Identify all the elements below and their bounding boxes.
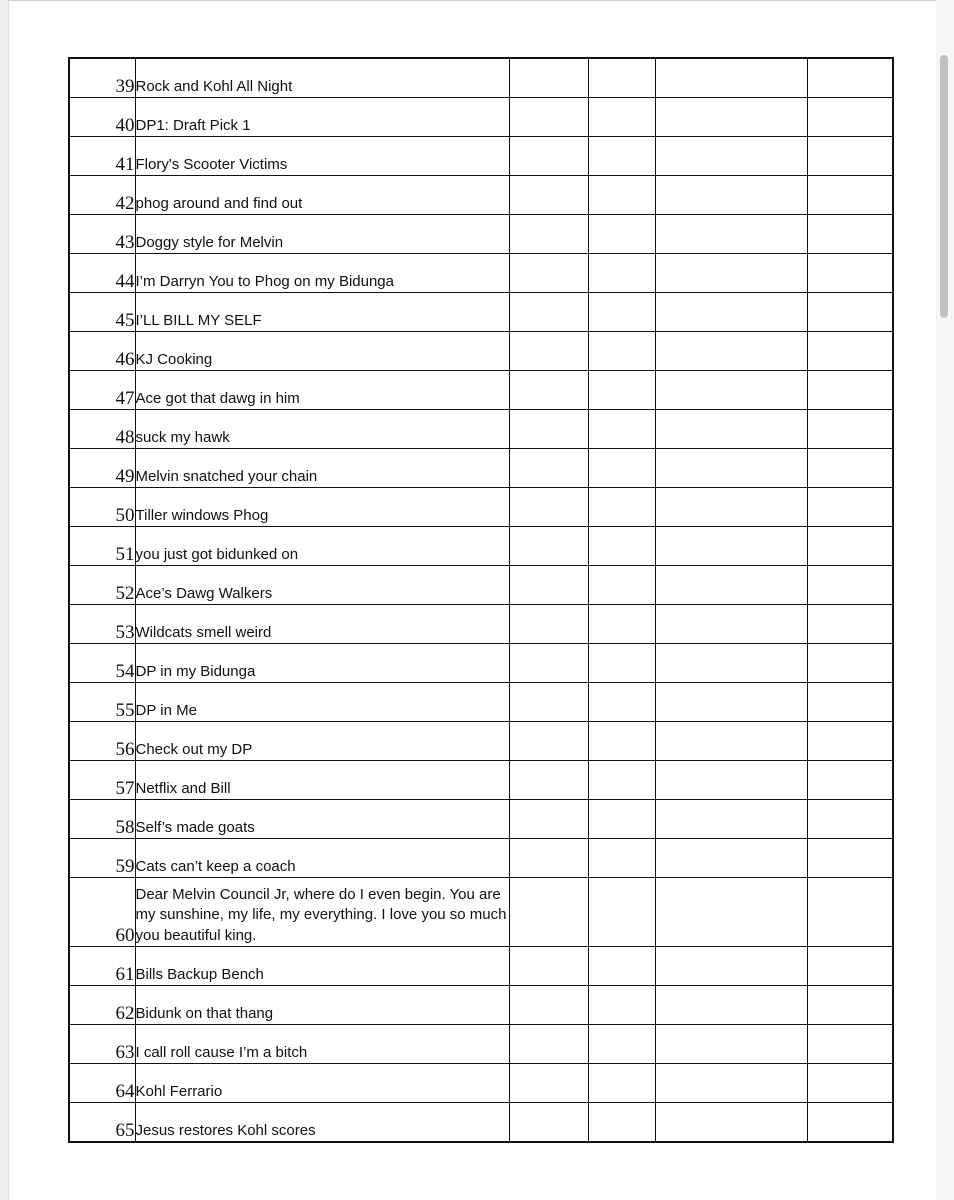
row-number: 46 [69,332,135,371]
blank-cell [588,683,655,722]
blank-cell [655,332,807,371]
blank-cell [509,605,588,644]
table-row [69,1103,893,1143]
blank-cell [509,137,588,176]
row-number: 58 [69,800,135,839]
row-number: 64 [69,1064,135,1103]
row-number: 49 [69,449,135,488]
blank-cell [655,410,807,449]
table-row [69,98,893,137]
blank-cell [655,878,807,947]
blank-cell [807,800,893,839]
blank-cell [588,1103,655,1143]
blank-cell [588,839,655,878]
blank-cell [509,293,588,332]
blank-cell [655,839,807,878]
blank-cell [509,371,588,410]
table-row [69,215,893,254]
entry-name: DP in Me [135,683,509,722]
row-number: 44 [69,254,135,293]
entry-name: I’m Darryn You to Phog on my Bidunga [135,254,509,293]
table-row [69,137,893,176]
row-number: 41 [69,137,135,176]
blank-cell [655,947,807,986]
blank-cell [807,986,893,1025]
blank-cell [807,488,893,527]
blank-cell [509,644,588,683]
blank-cell [655,986,807,1025]
table-row [69,176,893,215]
table-row [69,839,893,878]
blank-cell [509,839,588,878]
blank-cell [509,527,588,566]
entry-name: Tiller windows Phog [135,488,509,527]
blank-cell [509,1064,588,1103]
blank-cell [509,215,588,254]
blank-cell [588,644,655,683]
blank-cell [509,761,588,800]
blank-cell [655,644,807,683]
blank-cell [588,1064,655,1103]
blank-cell [807,878,893,947]
row-number: 42 [69,176,135,215]
blank-cell [509,176,588,215]
blank-cell [588,58,655,98]
row-number: 39 [69,58,135,98]
blank-cell [655,58,807,98]
table-row [69,1064,893,1103]
blank-cell [807,371,893,410]
blank-cell [588,137,655,176]
blank-cell [807,683,893,722]
entry-name: suck my hawk [135,410,509,449]
row-number: 62 [69,986,135,1025]
blank-cell [588,1025,655,1064]
blank-cell [588,371,655,410]
blank-cell [588,761,655,800]
blank-cell [588,605,655,644]
blank-cell [807,566,893,605]
row-number: 55 [69,683,135,722]
blank-cell [588,947,655,986]
blank-cell [509,1025,588,1064]
entry-name: Jesus restores Kohl scores [135,1103,509,1143]
blank-cell [509,800,588,839]
row-number: 59 [69,839,135,878]
table-row [69,293,893,332]
table-row [69,644,893,683]
table-row [69,527,893,566]
blank-cell [588,98,655,137]
blank-cell [807,449,893,488]
table-row [69,986,893,1025]
blank-cell [509,722,588,761]
entry-name: KJ Cooking [135,332,509,371]
table-row [69,449,893,488]
blank-cell [655,176,807,215]
row-number: 57 [69,761,135,800]
blank-cell [509,986,588,1025]
blank-cell [588,215,655,254]
blank-cell [655,449,807,488]
blank-cell [655,254,807,293]
blank-cell [509,683,588,722]
blank-cell [655,761,807,800]
entry-name: Kohl Ferrario [135,1064,509,1103]
entry-name: Ace’s Dawg Walkers [135,566,509,605]
table-row [69,800,893,839]
blank-cell [655,566,807,605]
entry-name: Rock and Kohl All Night [135,58,509,98]
blank-cell [655,293,807,332]
entry-name: DP in my Bidunga [135,644,509,683]
blank-cell [588,410,655,449]
blank-cell [807,58,893,98]
entry-name: Melvin snatched your chain [135,449,509,488]
blank-cell [588,986,655,1025]
blank-cell [807,527,893,566]
blank-cell [588,332,655,371]
entry-name: Dear Melvin Council Jr, where do I even begin. You are my sunshine, my life, my everything. I love you so much you beautiful king. [135,878,509,947]
blank-cell [807,215,893,254]
blank-cell [588,293,655,332]
table-row [69,254,893,293]
row-number: 52 [69,566,135,605]
blank-cell [807,332,893,371]
blank-cell [509,410,588,449]
row-number: 61 [69,947,135,986]
row-number: 65 [69,1103,135,1143]
blank-cell [807,761,893,800]
blank-cell [588,527,655,566]
row-number: 50 [69,488,135,527]
blank-cell [807,605,893,644]
blank-cell [807,1103,893,1143]
entry-name: DP1: Draft Pick 1 [135,98,509,137]
scrollbar-thumb[interactable] [940,55,948,318]
entry-name: Ace got that dawg in him [135,371,509,410]
entry-name: I call roll cause I’m a bitch [135,1025,509,1064]
entries-table [68,57,894,1143]
blank-cell [588,254,655,293]
table-row [69,566,893,605]
blank-cell [807,98,893,137]
blank-cell [807,410,893,449]
blank-cell [588,722,655,761]
entry-name: Netflix and Bill [135,761,509,800]
table-row [69,722,893,761]
blank-cell [807,1025,893,1064]
row-number: 48 [69,410,135,449]
table-row [69,371,893,410]
table-row [69,947,893,986]
row-number: 40 [69,98,135,137]
entries-table-body [69,58,893,1142]
table-row [69,683,893,722]
table-row [69,605,893,644]
blank-cell [807,1064,893,1103]
table-row [69,878,893,947]
blank-cell [655,800,807,839]
blank-cell [588,878,655,947]
blank-cell [807,254,893,293]
blank-cell [509,332,588,371]
blank-cell [509,254,588,293]
row-number: 54 [69,644,135,683]
entry-name: Self’s made goats [135,800,509,839]
blank-cell [807,176,893,215]
entry-name: Doggy style for Melvin [135,215,509,254]
entry-name: Bills Backup Bench [135,947,509,986]
table-row [69,488,893,527]
blank-cell [655,488,807,527]
blank-cell [655,137,807,176]
entry-name: Check out my DP [135,722,509,761]
blank-cell [807,722,893,761]
entry-name: Bidunk on that thang [135,986,509,1025]
entry-name: Cats can’t keep a coach [135,839,509,878]
row-number: 45 [69,293,135,332]
entry-name: you just got bidunked on [135,527,509,566]
blank-cell [807,947,893,986]
table-row [69,58,893,98]
table-row [69,761,893,800]
row-number: 60 [69,878,135,947]
row-number: 51 [69,527,135,566]
blank-cell [509,878,588,947]
table-row [69,410,893,449]
entry-name: phog around and find out [135,176,509,215]
blank-cell [807,293,893,332]
blank-cell [655,1103,807,1143]
blank-cell [509,566,588,605]
blank-cell [655,605,807,644]
blank-cell [655,683,807,722]
blank-cell [509,1103,588,1143]
table-row [69,332,893,371]
blank-cell [509,449,588,488]
blank-cell [588,176,655,215]
blank-cell [588,800,655,839]
blank-cell [655,98,807,137]
blank-cell [655,722,807,761]
blank-cell [807,839,893,878]
blank-cell [655,371,807,410]
blank-cell [807,644,893,683]
blank-cell [509,947,588,986]
blank-cell [655,215,807,254]
row-number: 43 [69,215,135,254]
blank-cell [655,1064,807,1103]
blank-cell [588,566,655,605]
table-row [69,1025,893,1064]
row-number: 53 [69,605,135,644]
blank-cell [655,1025,807,1064]
entry-name: I’LL BILL MY SELF [135,293,509,332]
entry-name: Wildcats smell weird [135,605,509,644]
blank-cell [655,527,807,566]
blank-cell [509,98,588,137]
entry-name: Flory's Scooter Victims [135,137,509,176]
blank-cell [509,58,588,98]
blank-cell [807,137,893,176]
blank-cell [588,449,655,488]
row-number: 47 [69,371,135,410]
row-number: 63 [69,1025,135,1064]
blank-cell [509,488,588,527]
blank-cell [588,488,655,527]
row-number: 56 [69,722,135,761]
